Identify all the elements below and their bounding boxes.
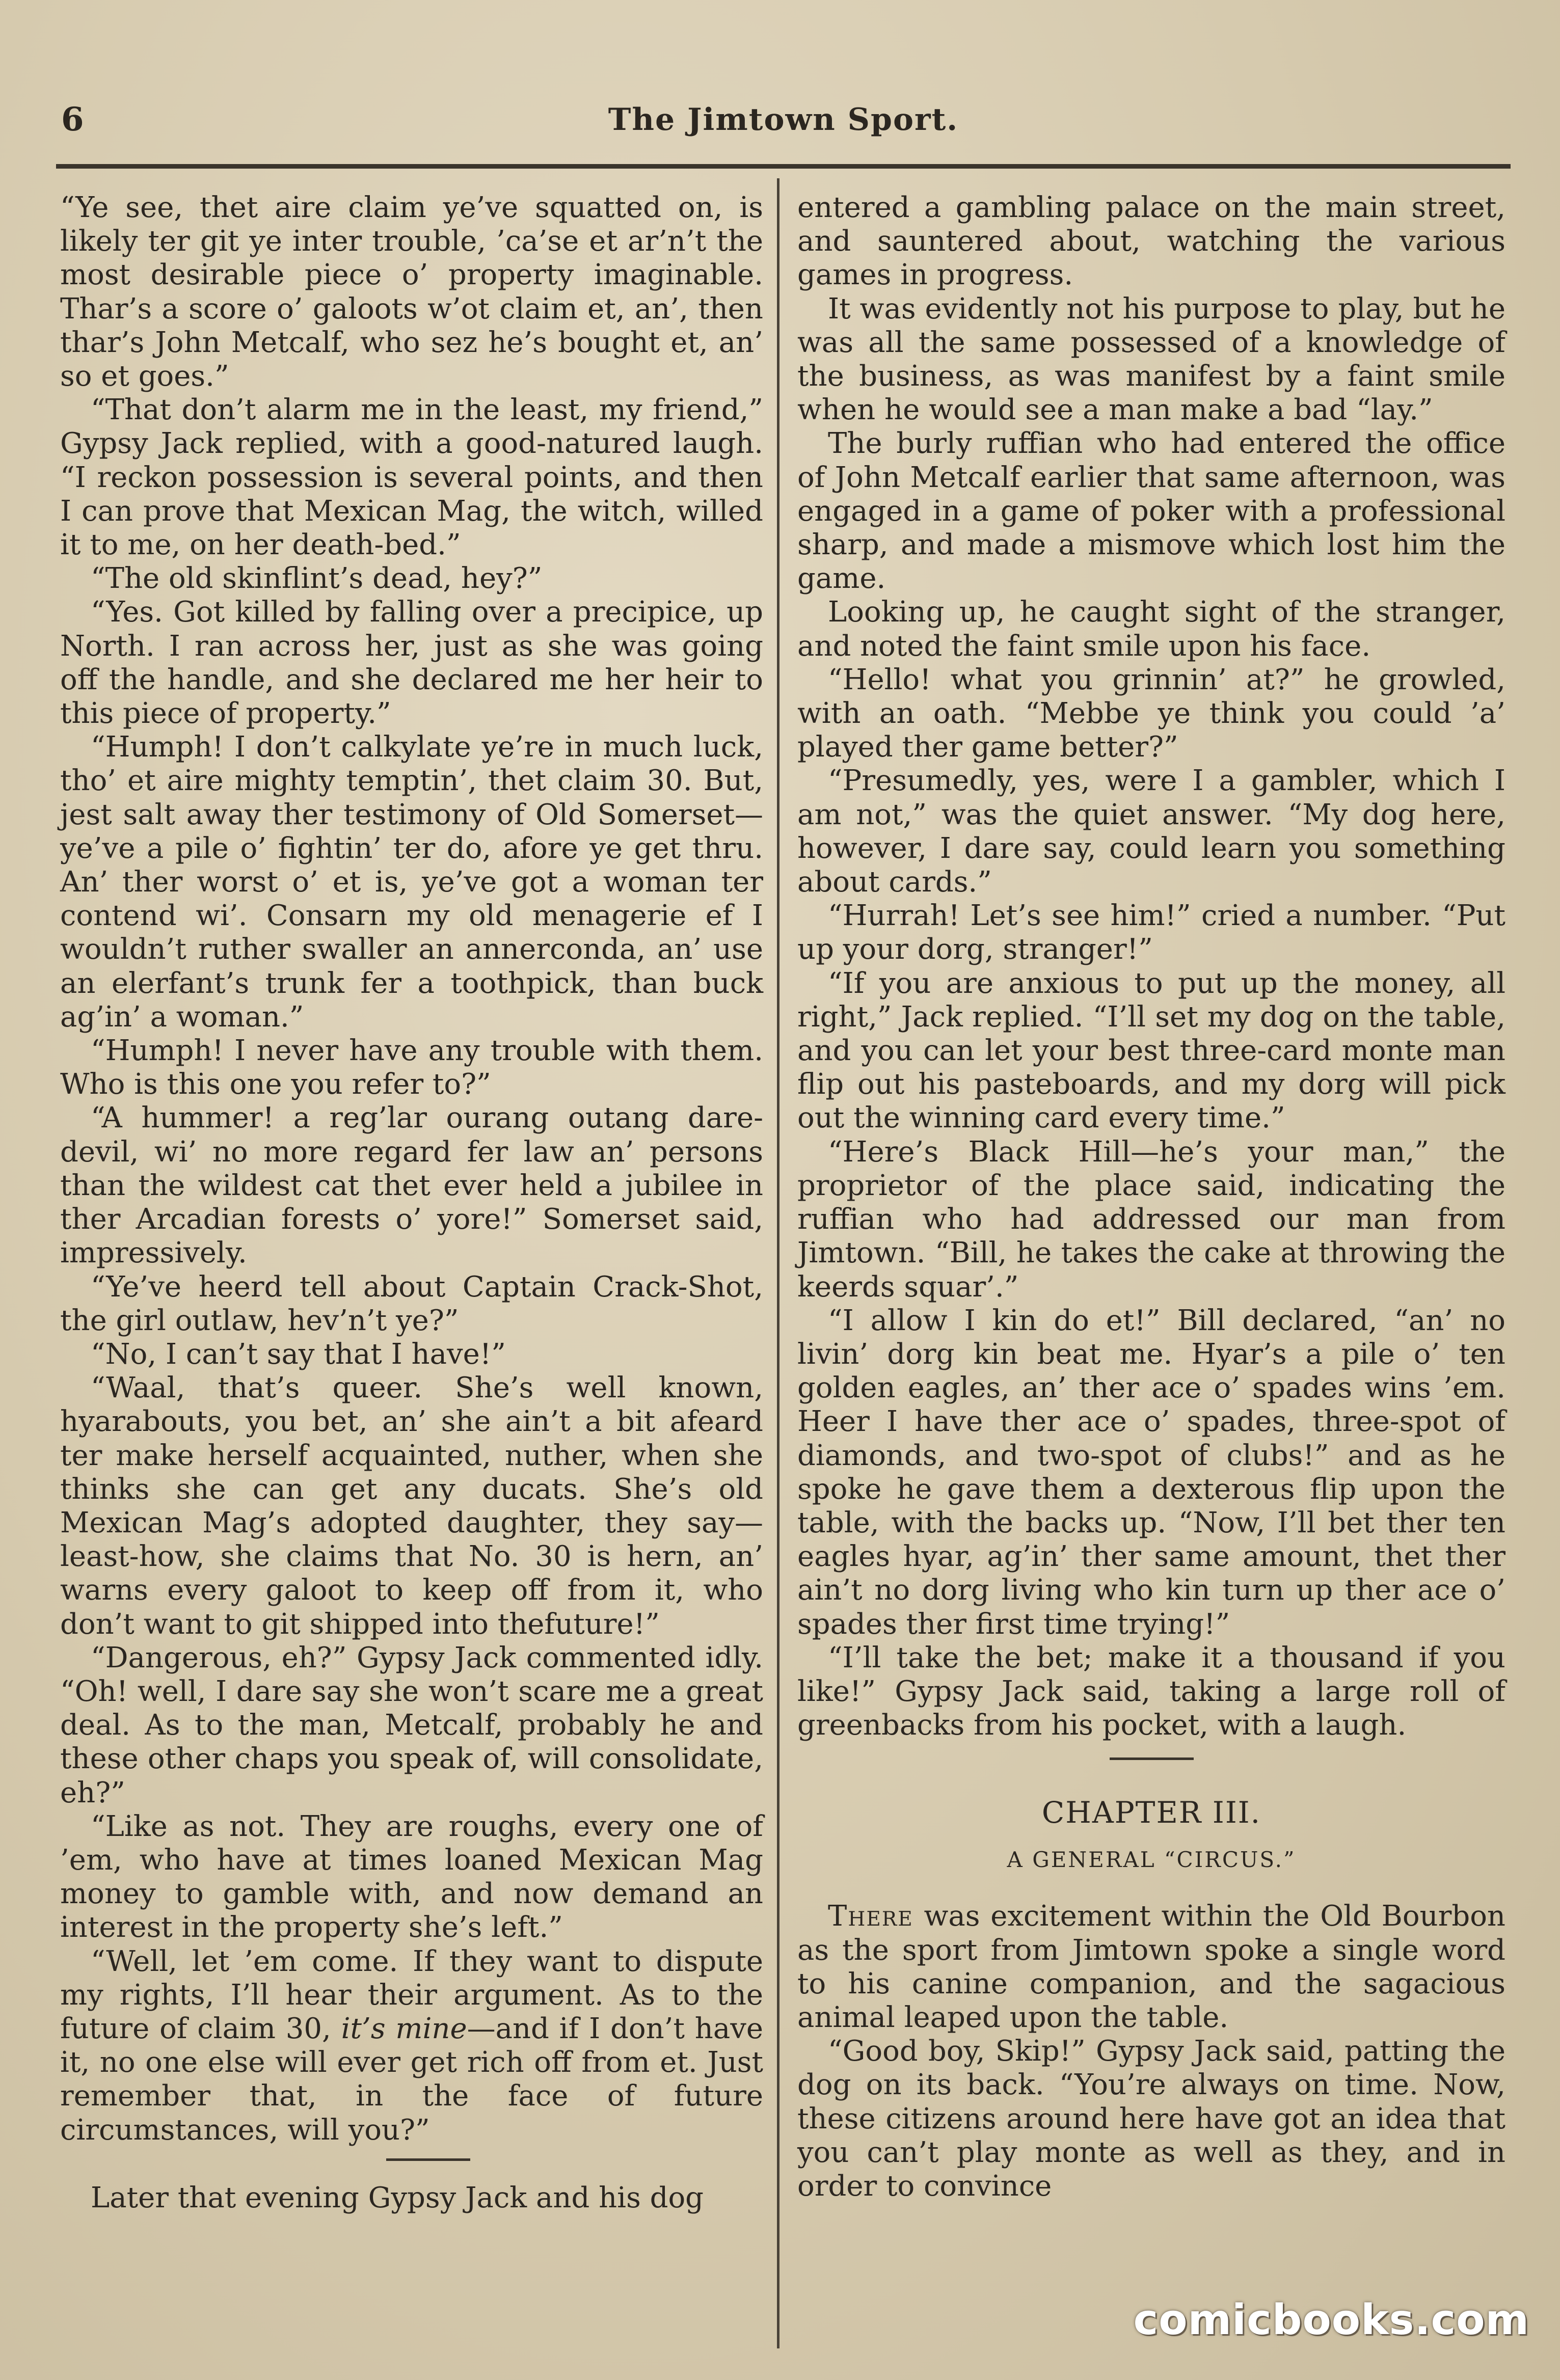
paragraph: Looking up, he caught sight of the stranger, and noted the faint smile upon his face. [797, 596, 1505, 663]
page-header [61, 99, 1505, 140]
paragraph: “Like as not. They are roughs, every one of ’em, who have at times loaned Mexican Mag money to gamble with, and now demand an interest in the property she’s left.” [60, 1809, 763, 1944]
paragraph [60, 1945, 763, 2147]
paragraph: “Presumedly, yes, were I a gambler, which I am not,” was the quiet answer. “My dog here, however, I dare say, could learn you something about cards.” [797, 764, 1505, 899]
paragraph: entered a gambling palace on the main street, and sauntered about, watching the various games in progress. [797, 191, 1505, 292]
paragraph: The burly ruffian who had entered the office of John Metcalf earlier that same afternoon, was engaged in a game of poker with a professional sharp, and made a mismove which lost him the game. [797, 427, 1505, 596]
paragraph: “I’ll take the bet; make it a thousand if you like!” Gypsy Jack said, taking a large roll of greenbacks from his pocket, with a laugh. [797, 1641, 1505, 1742]
column-divider [777, 178, 779, 2348]
paragraph: “Ye’ve heerd tell about Captain Crack-Shot, the girl outlaw, hev’n’t ye?” [60, 1270, 763, 1337]
paragraph: “The old skinflint’s dead, hey?” [91, 562, 543, 596]
section-separator [1110, 1757, 1194, 1760]
left-column [60, 191, 763, 2215]
text-run: was excitement within the Old Bourbon as the sport from Jimtown spoke a single word to his canine companion, and the sagacious animal leaped upon the table. [797, 1900, 1505, 2034]
paragraph: Later that evening Gypsy Jack and his dog [91, 2181, 704, 2214]
paragraph: “Ye see, thet aire claim ye’ve squatted on, is likely ter git ye inter trouble, ’ca’se et ar’n’t the most desirable piece o’ property imaginable. Thar’s a score o’ galoots w’ot claim et, an’, then thar’s John Metcalf, who sez he’s bought et, an’ so et goes.” [60, 191, 763, 393]
text-run: “Well, let ’em come. If they want to dispute my rights, I’ll hear their argument. As to the future of claim 30, [60, 1944, 763, 2045]
paragraph: “Hurrah! Let’s see him!” cried a number. “Put up your dorg, stranger!” [797, 899, 1505, 966]
emphasis: it’s mine [341, 2012, 467, 2045]
paragraph: It was evidently not his purpose to play, but he was all the same possessed of a knowledge of the business, as was manifest by a faint smile when he would see a man make a bad “lay.” [797, 292, 1505, 427]
paragraph [797, 1900, 1505, 2035]
paragraph: “Good boy, Skip!” Gypsy Jack said, patting the dog on its back. “You’re always on time. Now, these citizens around here have got an idea that you can’t play monte as well as they, and in order to convince [797, 2035, 1505, 2203]
paragraph: “If you are anxious to put up the money, all right,” Jack replied. “I’ll set my dog on the table, and you can let your best three-card monte man flip out his pasteboards, and my dorg will pick out the winning card every time.” [797, 966, 1505, 1135]
paragraph: “Yes. Got killed by falling over a precipice, up North. I ran across her, just as she was going off the handle, and she declared me her heir to this piece of property.” [60, 596, 763, 731]
paragraph: “That don’t alarm me in the least, my friend,” Gypsy Jack replied, with a good-natured laugh. “I reckon possession is several points, and then I can prove that Mexican Mag, the witch, willed it to me, on her death-bed.” [60, 393, 763, 562]
paragraph: “Humph! I don’t calkylate ye’re in much luck, tho’ et aire mighty temptin’, thet claim 30. But, jest salt away ther testimony of Old Somerset—ye’ve a pile o’ fightin’ ter do, afore ye get thru. An’ ther worst o’ et is, ye’ve got a woman ter contend wi’. Consarn my old menagerie ef I wouldn’t ruther swaller an annerconda, an’ use an elerfant’s trunk fer a toothpick, than buck ag’in’ a woman.” [60, 731, 763, 1034]
running-title: The Jimtown Sport. [608, 102, 959, 138]
chapter-title: CHAPTER III. [1041, 1795, 1261, 1830]
paragraph: “Hello! what you grinnin’ at?” he growled, with an oath. “Mebbe ye think you could ’a’ played ther game better?” [797, 663, 1505, 764]
section-separator [386, 2158, 470, 2161]
text-run: —and if I don’t have it, no one else will ever get rich off from et. Just remember that, in the face of future circumstances, will you?” [60, 2012, 763, 2147]
page-number: 6 [61, 100, 84, 139]
watermark: comicbooks.com [1133, 2296, 1529, 2344]
paragraph: “Humph! I never have any trouble with them. Who is this one you refer to?” [60, 1034, 763, 1101]
chapter-first-word: There [828, 1900, 913, 1933]
paragraph: “No, I can’t say that I have!” [91, 1337, 506, 1371]
header-rule [56, 164, 1511, 169]
paragraph: “Here’s Black Hill—he’s your man,” the proprietor of the place said, indicating the ruffian who had addressed our man from Jimtown. “Bill, he takes the cake at throwing the keerds squar’.” [797, 1135, 1505, 1304]
paragraph: “A hummer! a reg’lar ourang outang dare-devil, wi’ no more regard fer law an’ persons than the wildest cat thet ever held a jubilee in ther Arcadian forests o’ yore!” Somerset said, impressively. [60, 1101, 763, 1270]
chapter-subtitle: A GENERAL “CIRCUS.” [1007, 1847, 1296, 1873]
paragraph: “Waal, that’s queer. She’s well known, hyarabouts, you bet, an’ she ain’t a bit afeard ter make herself acquainted, nuther, when she thinks she can get any ducats. She’s old Mexican Mag’s adopted daughter, they say—least-how, she claims that No. 30 is hern, an’ warns every galoot to keep off from it, who don’t want to git shipped into thefuture!” [60, 1371, 763, 1641]
right-column [797, 191, 1505, 2203]
paragraph: “Dangerous, eh?” Gypsy Jack commented idly. “Oh! well, I dare say she won’t scare me a great deal. As to the man, Metcalf, probably he and these other chaps you speak of, will consolidate, eh?” [60, 1641, 763, 1809]
paragraph: “I allow I kin do et!” Bill declared, “an’ no livin’ dorg kin beat me. Hyar’s a pile o’ ten golden eagles, an’ ther ace o’ spades wins ’em. Heer I have ther ace o’ spades, three-spot of diamonds, and two-spot of clubs!” and as he spoke he gave them a dexterous flip upon the table, with the backs up. “Now, I’ll bet ther ten eagles hyar, ag’in’ ther same amount, thet ther ain’t no dorg living who kin turn up ther ace o’ spades ther first time trying!” [797, 1304, 1505, 1641]
